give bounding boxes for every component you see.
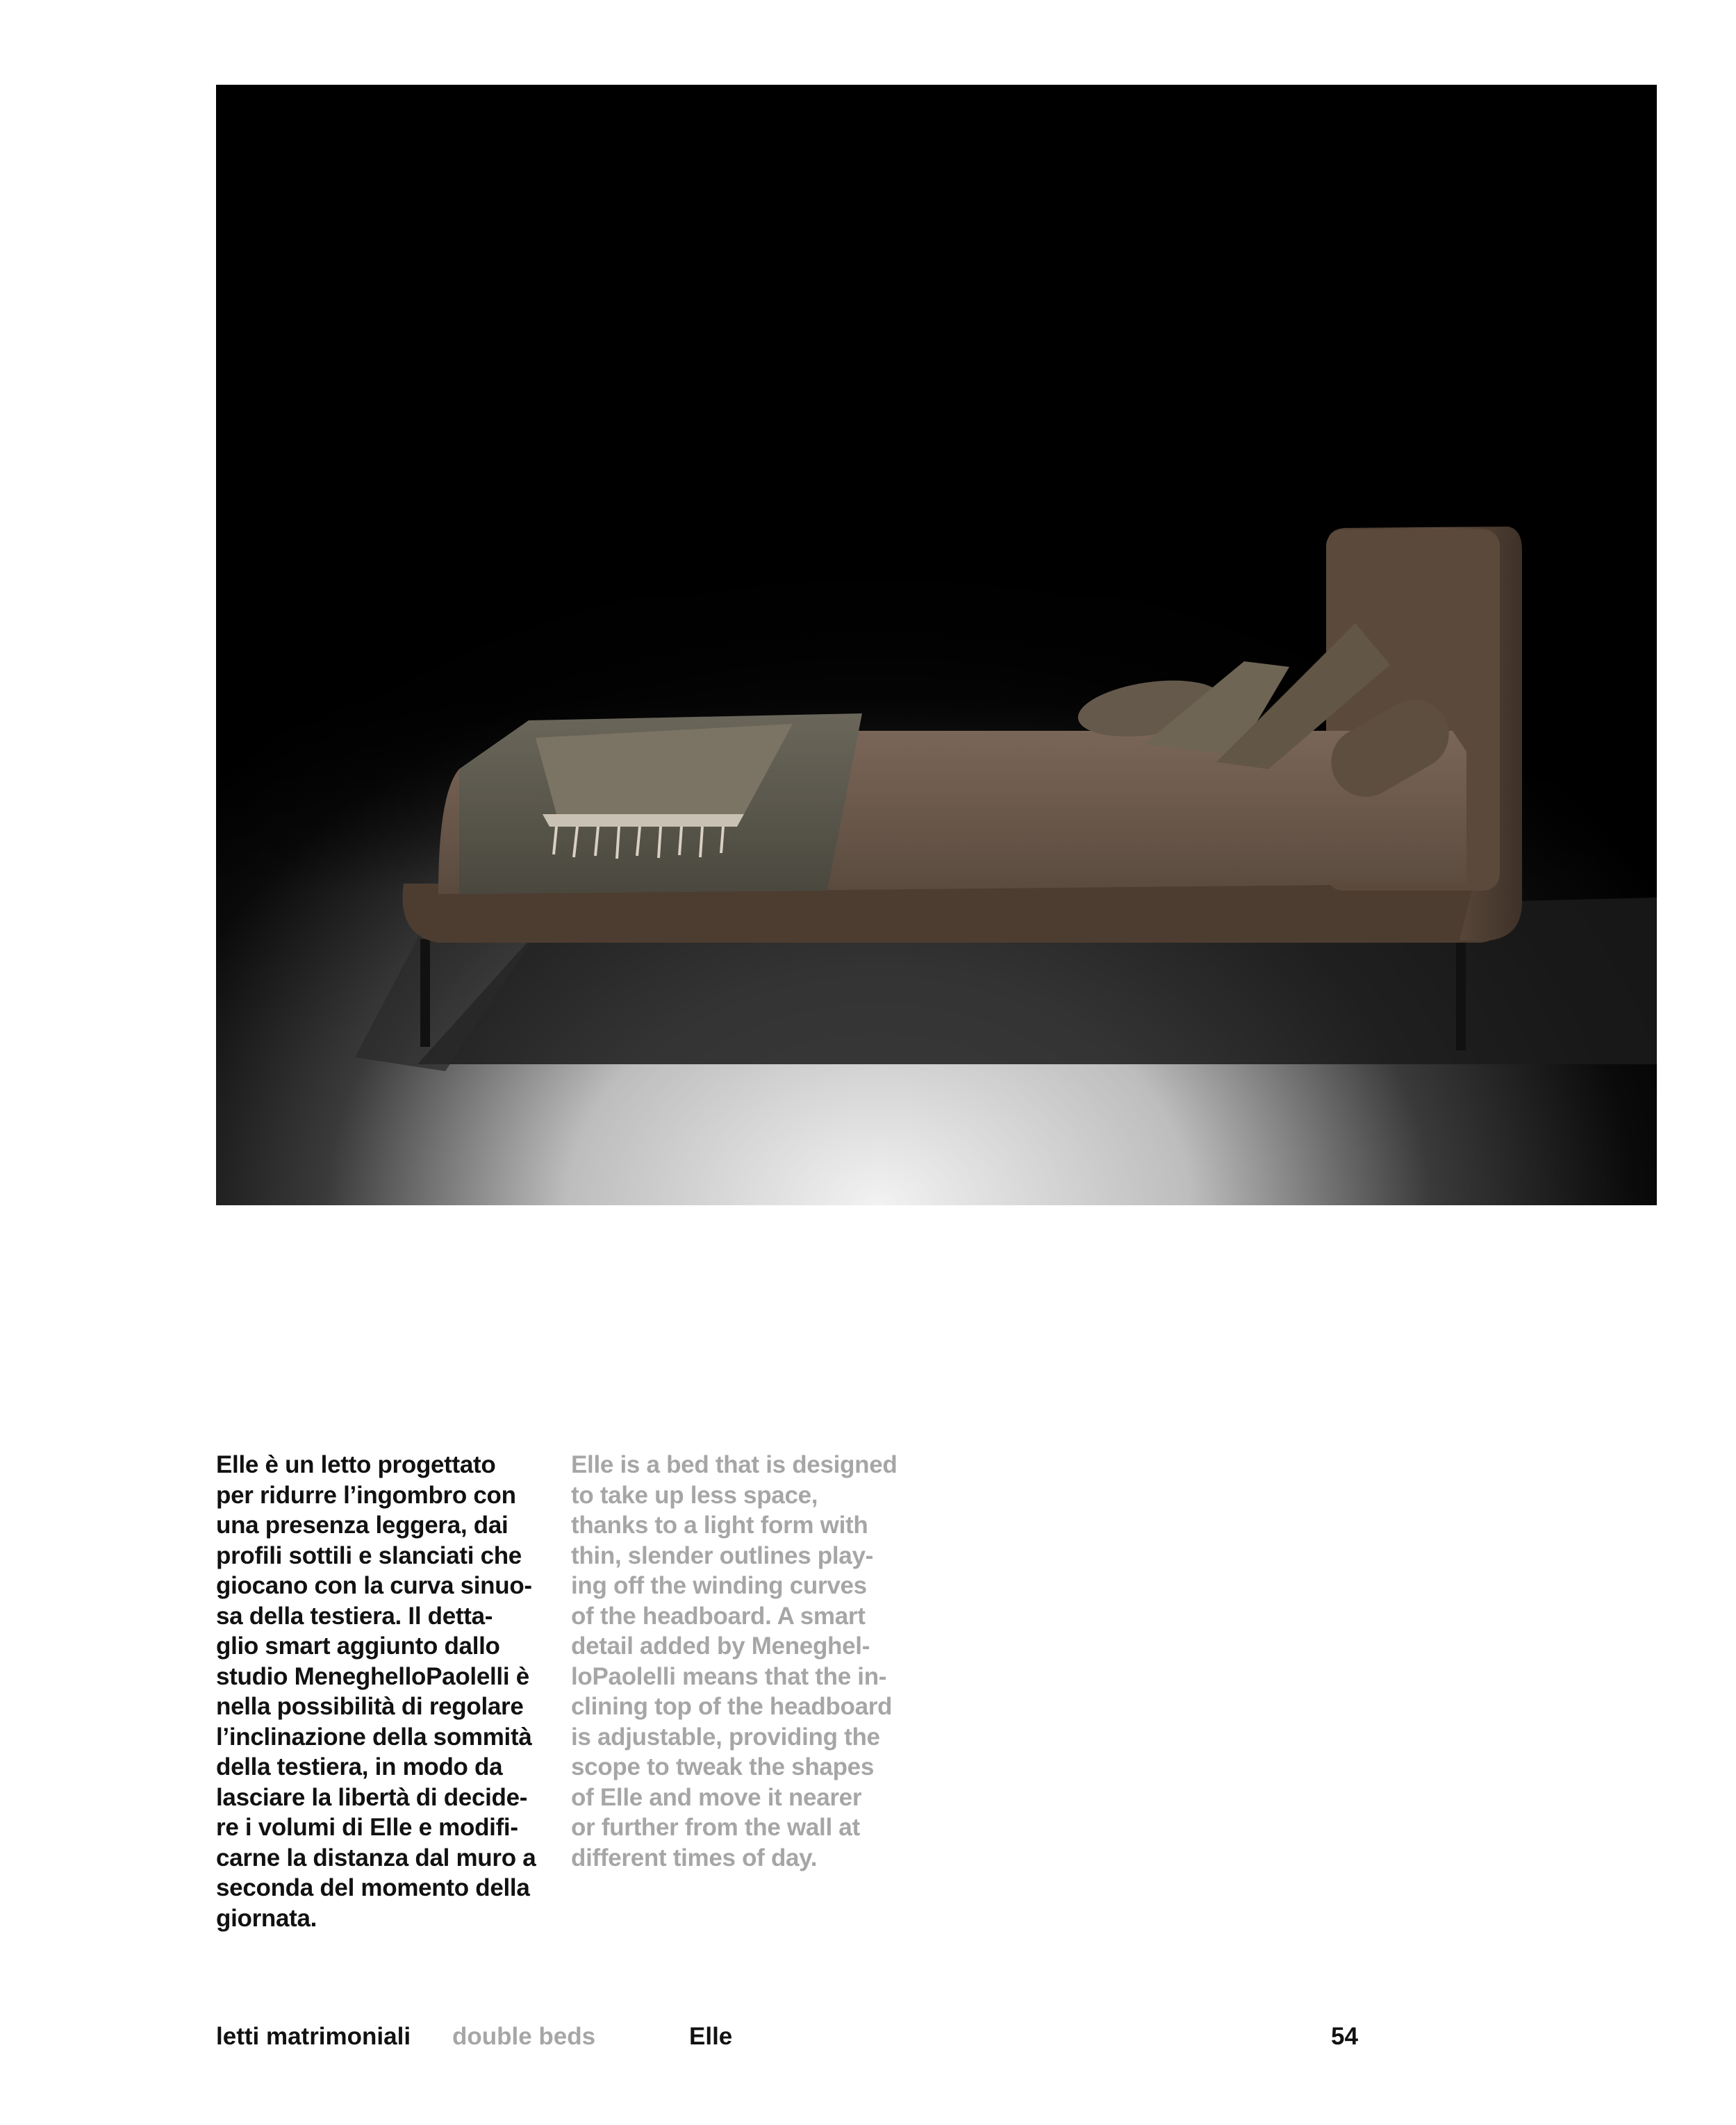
english-line: of Elle and move it nearer bbox=[571, 1783, 862, 1811]
english-line: different times of day. bbox=[571, 1844, 818, 1871]
english-line: or further from the wall at bbox=[571, 1814, 860, 1841]
italian-description bbox=[216, 1450, 543, 1933]
english-line: Elle is a bed that is designed bbox=[571, 1451, 898, 1478]
italian-line: una presenza leggera, dai bbox=[216, 1512, 509, 1539]
page-number: 54 bbox=[1331, 2023, 1358, 2050]
italian-line: studio MeneghelloPaolelli è bbox=[216, 1662, 529, 1690]
footer-product-name: Elle bbox=[689, 2023, 733, 2050]
footer-category-english: double beds bbox=[452, 2023, 596, 2050]
footer-category-italian: letti matrimoniali bbox=[216, 2023, 411, 2050]
italian-line: l’inclinazione della sommità bbox=[216, 1723, 532, 1751]
italian-line: per ridurre l’ingombro con bbox=[216, 1481, 516, 1509]
italian-line: carne la distanza dal muro a bbox=[216, 1844, 536, 1871]
english-line: detail added by Meneghel- bbox=[571, 1632, 870, 1660]
italian-line: sa della testiera. Il detta- bbox=[216, 1602, 493, 1630]
english-line: of the headboard. A smart bbox=[571, 1602, 866, 1630]
english-line: ing off the winding curves bbox=[571, 1572, 867, 1599]
italian-line: giornata. bbox=[216, 1904, 317, 1932]
italian-line: della testiera, in modo da bbox=[216, 1753, 503, 1780]
bed-photo bbox=[216, 85, 1657, 1205]
italian-line: re i volumi di Elle e modifi- bbox=[216, 1814, 518, 1841]
english-line: loPaolelli means that the in- bbox=[571, 1662, 887, 1690]
english-line: thanks to a light form with bbox=[571, 1512, 868, 1539]
english-line: is adjustable, providing the bbox=[571, 1723, 880, 1751]
italian-line: giocano con la curva sinuo- bbox=[216, 1572, 532, 1599]
english-line: clining top of the headboard bbox=[571, 1693, 893, 1720]
italian-line: seconda del momento della bbox=[216, 1874, 530, 1901]
italian-line: lasciare la libertà di decide- bbox=[216, 1783, 528, 1811]
italian-line: Elle è un letto progettato bbox=[216, 1451, 496, 1478]
english-line: to take up less space, bbox=[571, 1481, 818, 1509]
english-line: thin, slender outlines play- bbox=[571, 1541, 873, 1569]
italian-line: nella possibilità di regolare bbox=[216, 1693, 524, 1720]
english-description bbox=[571, 1450, 898, 1873]
italian-line: glio smart aggiunto dallo bbox=[216, 1632, 500, 1660]
english-line: scope to tweak the shapes bbox=[571, 1753, 874, 1780]
italian-line: profili sottili e slanciati che bbox=[216, 1541, 522, 1569]
